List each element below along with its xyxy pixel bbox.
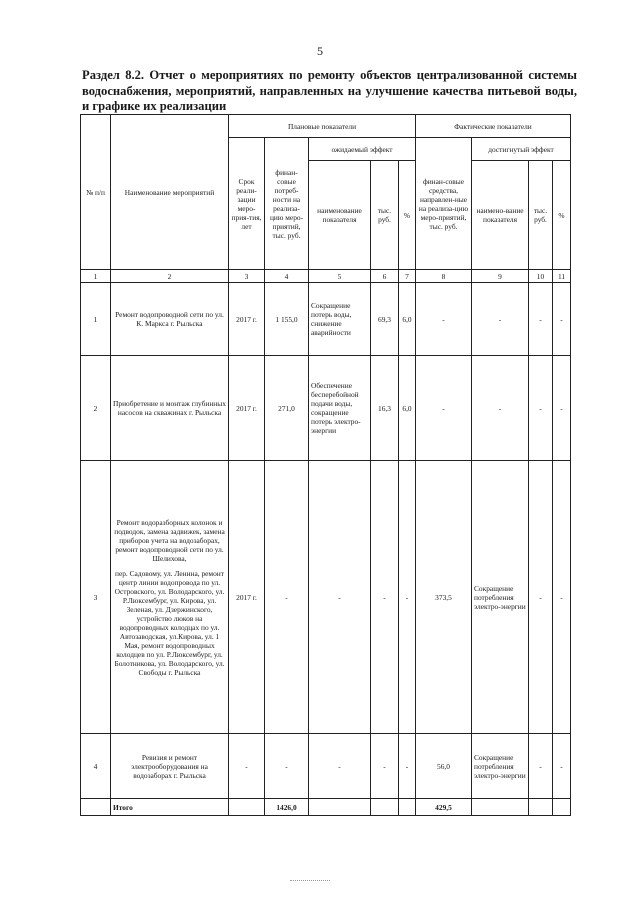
total-empty-cell — [399, 799, 416, 816]
row-number: 4 — [81, 734, 111, 799]
table-row — [81, 356, 571, 461]
report-table — [80, 114, 571, 816]
indicator-fact: - — [472, 283, 529, 356]
plan-pct: 6,0 — [399, 356, 416, 461]
total-empty-cell — [309, 799, 371, 816]
term: - — [229, 734, 265, 799]
plan-pct: 6,0 — [399, 283, 416, 356]
col-number: 4 — [265, 270, 309, 283]
indicator-fact: - — [472, 356, 529, 461]
header-name: Наименование мероприятий — [111, 115, 229, 270]
fin-plan: 271,0 — [265, 356, 309, 461]
row-number: 2 — [81, 356, 111, 461]
col-number: 1 — [81, 270, 111, 283]
header-indicator-name: наименование показателя — [309, 161, 371, 270]
col-number: 2 — [111, 270, 229, 283]
fin-plan: - — [265, 734, 309, 799]
plan-thous-rub: - — [371, 734, 399, 799]
total-empty-cell — [529, 799, 553, 816]
fact-pct: - — [553, 356, 571, 461]
total-empty-cell — [553, 799, 571, 816]
fin-fact: 56,0 — [416, 734, 472, 799]
indicator-fact: Сокращение потребления электро-энергии — [472, 734, 529, 799]
measure-name-part-1: Ремонт водоразборных колонок и подводок, замена задвижек, замена приборов учета на водозаборах, ремонт водопроводной сети по ул. Шелихова, — [114, 517, 225, 563]
measure-name-part-2: пер. Садовому, ул. Ленина, ремонт центр линии водопровода по ул. Островского, ул. Володарского, ул. Р.Люксембург, ул. Кирова, ул. Зеленая, ул. Дзержинского, устройство люков на водопроводных колодцах по ул. Автозаводская, ул.Кирова, ул. 1 Мая, ремонт водопроводных колодцев по ул. Р.Люксембург, ул. Болотникова, ул. Володарского, ул. Свободы г. Рыльска — [114, 568, 225, 677]
col-number: 11 — [553, 270, 571, 283]
table-row — [81, 734, 571, 799]
header-achieved-effect: достигнутый эффект — [472, 138, 571, 161]
total-empty-cell — [371, 799, 399, 816]
page-number: 5 — [317, 44, 323, 58]
col-number: 9 — [472, 270, 529, 283]
indicator: Сокращение потерь воды, снижение аварийности — [309, 283, 371, 356]
total-label: Итого — [111, 799, 229, 816]
col-number: 7 — [399, 270, 416, 283]
fact-pct: - — [553, 283, 571, 356]
total-fin-plan: 1426,0 — [265, 799, 309, 816]
section-heading: Раздел 8.2. Отчет о мероприятиях по ремонту объектов централизованной системы водоснабжения, мероприятий, направленных на улучшение качества питьевой воды, и графике их реализации — [82, 68, 577, 113]
term: 2017 г. — [229, 461, 265, 734]
plan-pct: - — [399, 734, 416, 799]
fact-thous-rub: - — [529, 283, 553, 356]
indicator: - — [309, 734, 371, 799]
header-pct: % — [399, 161, 416, 270]
total-row — [81, 799, 571, 816]
header-row-1 — [81, 115, 571, 138]
fin-plan: - — [265, 461, 309, 734]
page-footer-mark — [290, 880, 330, 882]
header-thous-rub-fact: тыс. руб. — [529, 161, 553, 270]
column-number-row — [81, 270, 571, 283]
header-num: № п/п — [81, 115, 111, 270]
header-fin-plan: финан-совые потреб-ности на реализа-цию меро-приятий, тыс. руб. — [265, 138, 309, 270]
fin-fact: - — [416, 356, 472, 461]
row-number: 1 — [81, 283, 111, 356]
indicator: - — [309, 461, 371, 734]
indicator-fact: Сокращение потребления электро-энергии — [472, 461, 529, 734]
plan-thous-rub: - — [371, 461, 399, 734]
header-fin-fact: финан-совые средства, направлен-ные на реализа-цию меро-приятий, тыс. руб. — [416, 138, 472, 270]
measure-name — [111, 461, 229, 734]
table-row — [81, 283, 571, 356]
fact-thous-rub: - — [529, 461, 553, 734]
indicator: Обеспечение бесперебойной подачи воды, сокращение потерь электро-энергии — [309, 356, 371, 461]
plan-thous-rub: 16,3 — [371, 356, 399, 461]
header-pct-fact: % — [553, 161, 571, 270]
fin-fact: 373,5 — [416, 461, 472, 734]
header-expected-effect: ожидаемый эффект — [309, 138, 416, 161]
header-planned: Плановые показатели — [229, 115, 416, 138]
plan-thous-rub: 69,3 — [371, 283, 399, 356]
fact-thous-rub: - — [529, 356, 553, 461]
total-empty-cell — [81, 799, 111, 816]
header-thous-rub: тыс. руб. — [371, 161, 399, 270]
total-empty-cell — [472, 799, 529, 816]
header-actual: Фактические показатели — [416, 115, 571, 138]
col-number: 10 — [529, 270, 553, 283]
col-number: 5 — [309, 270, 371, 283]
total-empty-cell — [229, 799, 265, 816]
header-term: Срок реали-зации меро-прия-тия, лет — [229, 138, 265, 270]
header-indicator-name-fact: наимено-вание показателя — [472, 161, 529, 270]
fin-plan: 1 155,0 — [265, 283, 309, 356]
fact-pct: - — [553, 734, 571, 799]
plan-pct: - — [399, 461, 416, 734]
measure-name: Ремонт водопроводной сети по ул. К. Маркса г. Рыльска — [111, 283, 229, 356]
col-number: 3 — [229, 270, 265, 283]
total-fin-fact: 429,5 — [416, 799, 472, 816]
term: 2017 г. — [229, 283, 265, 356]
fin-fact: - — [416, 283, 472, 356]
table-row — [81, 461, 571, 734]
fact-thous-rub: - — [529, 734, 553, 799]
measure-name: Ревизия и ремонт электрооборудования на водозаборах г. Рыльска — [111, 734, 229, 799]
col-number: 6 — [371, 270, 399, 283]
col-number: 8 — [416, 270, 472, 283]
term: 2017 г. — [229, 356, 265, 461]
row-number: 3 — [81, 461, 111, 734]
measure-name: Приобретение и монтаж глубинных насосов на скважинах г. Рыльска — [111, 356, 229, 461]
fact-pct: - — [553, 461, 571, 734]
